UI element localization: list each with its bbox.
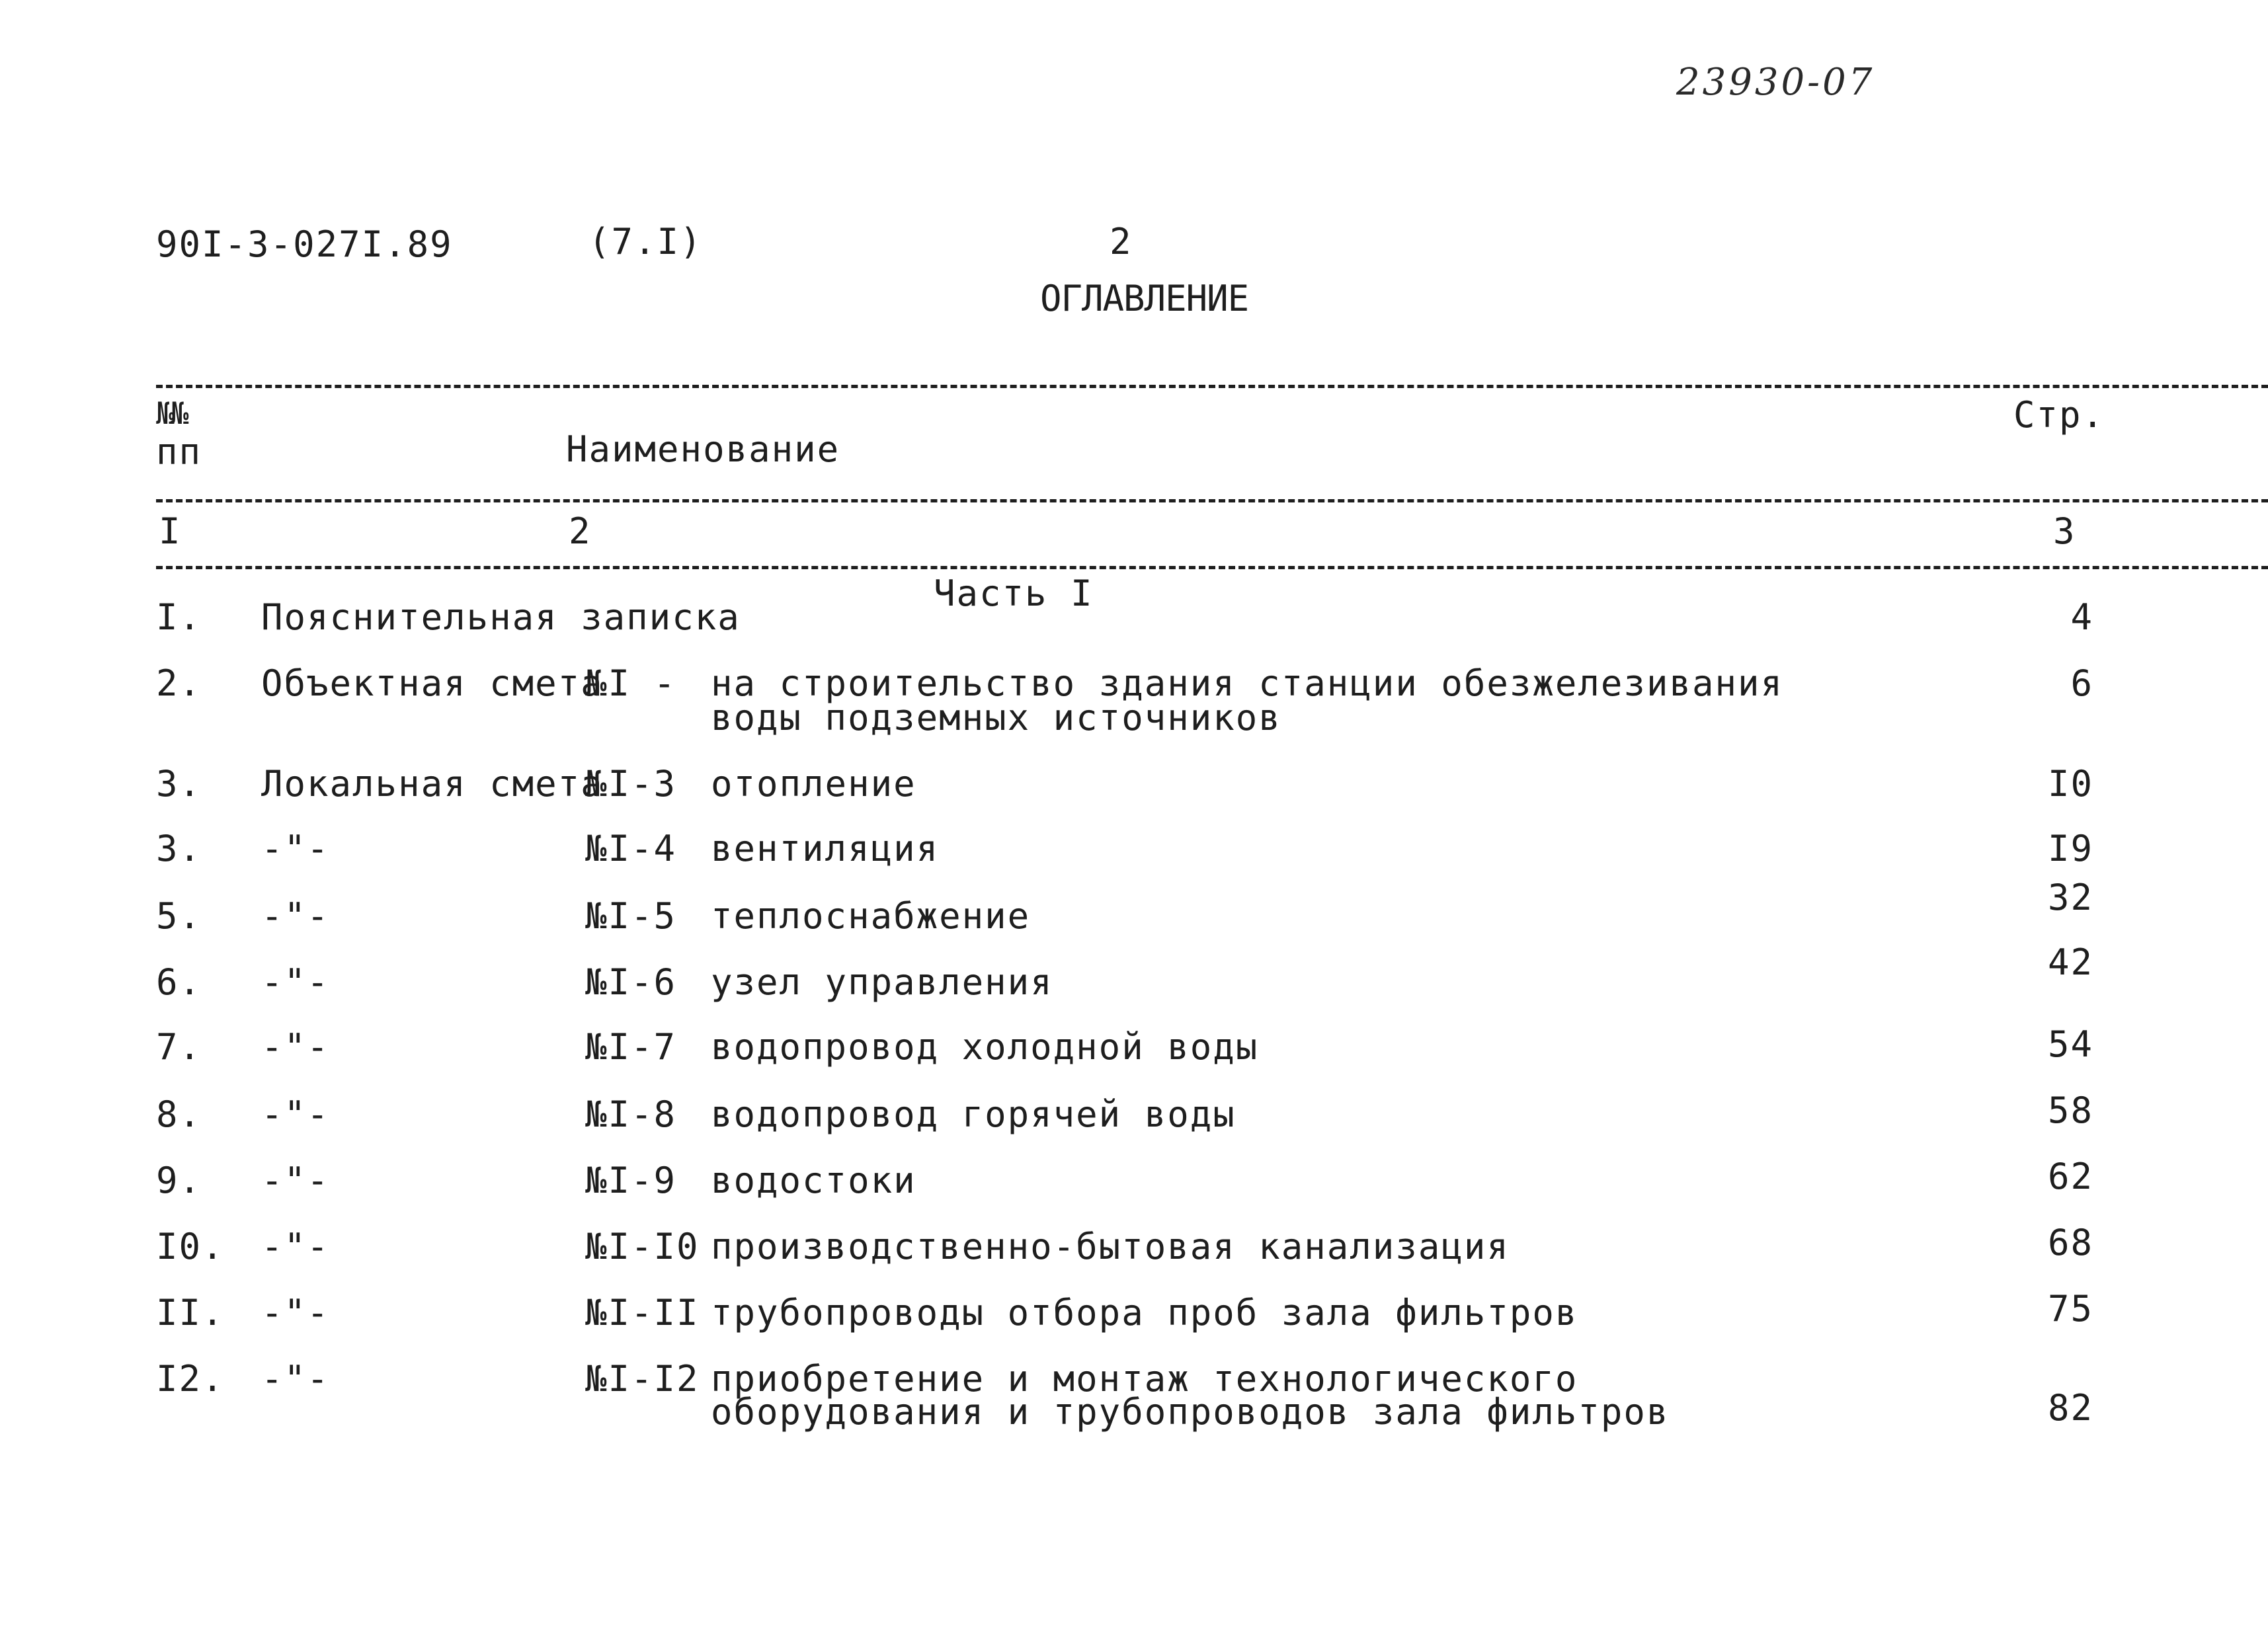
row-number: I0.	[156, 1226, 225, 1267]
row-description: вентиляция	[711, 828, 940, 869]
row-estimate-code: №I-8	[585, 1094, 677, 1135]
row-number: 8.	[156, 1094, 202, 1135]
row-description: теплоснабжение	[711, 895, 1031, 937]
row-number: I2.	[156, 1358, 225, 1400]
row-number: I.	[156, 596, 202, 638]
row-part: Пояснительная записка	[261, 596, 741, 638]
document-code: 90I-3-027I.89	[156, 223, 453, 265]
column-number-index: I	[159, 510, 182, 552]
table-top-rule	[156, 385, 2268, 388]
row-part: -"-	[261, 1094, 330, 1135]
row-part: -"-	[261, 828, 330, 869]
row-page: I0	[2047, 763, 2093, 805]
volume-number: (7.I)	[588, 221, 703, 262]
row-page: 32	[2047, 877, 2093, 918]
row-page: I9	[2047, 828, 2093, 869]
row-page: 62	[2047, 1156, 2093, 1197]
table-header-rule	[156, 499, 2268, 502]
row-part: -"-	[261, 1358, 330, 1400]
row-part: -"-	[261, 1226, 330, 1267]
column-name-header: Наименование	[566, 428, 840, 470]
row-description: отопление	[711, 763, 916, 805]
page-title: ОГЛАВЛЕНИЕ	[1040, 278, 1249, 319]
row-number: 6.	[156, 961, 202, 1003]
row-description: водопровод горячей воды	[711, 1094, 1236, 1135]
row-estimate-code: №I-II	[585, 1292, 700, 1333]
row-page: 75	[2047, 1288, 2093, 1330]
column-name-index: 2	[569, 510, 592, 552]
row-number: II.	[156, 1292, 225, 1333]
column-number-header-line2: пп	[156, 431, 202, 473]
row-description: водостоки	[711, 1160, 916, 1201]
row-page: 42	[2047, 941, 2093, 983]
row-part: -"-	[261, 895, 330, 937]
row-page: 68	[2047, 1222, 2093, 1263]
row-description: приобретение и монтаж технологического	[711, 1358, 1578, 1400]
row-estimate-code: №I-5	[585, 895, 677, 937]
row-estimate-code: №I -	[585, 662, 677, 704]
row-description: водопровод холодной воды	[711, 1026, 1259, 1068]
section-title: Часть I	[934, 573, 1094, 614]
row-part: Локальная смета	[261, 763, 604, 805]
row-description: трубопроводы отбора проб зала фильтров	[711, 1292, 1578, 1333]
row-description: на строительство здания станции обезжелезивания	[711, 662, 1784, 704]
row-description-line2: воды подземных источников	[711, 697, 1281, 738]
row-number: 7.	[156, 1026, 202, 1068]
column-number-header-line1: №№	[156, 395, 185, 431]
row-estimate-code: №I-6	[585, 961, 677, 1003]
row-number: 3.	[156, 828, 202, 869]
row-number: 5.	[156, 895, 202, 937]
column-page-header: Стр.	[2013, 394, 2105, 436]
row-estimate-code: №I-3	[585, 763, 677, 805]
handwritten-archive-number: 23930-07	[1676, 61, 1875, 104]
row-description: узел управления	[711, 961, 1053, 1003]
row-part: -"-	[261, 961, 330, 1003]
row-estimate-code: №I-9	[585, 1160, 677, 1201]
row-description-line2: оборудования и трубопроводов зала фильтров	[711, 1391, 1670, 1433]
row-part: -"-	[261, 1026, 330, 1068]
row-estimate-code: №I-4	[585, 828, 677, 869]
row-part: -"-	[261, 1160, 330, 1201]
row-page: 82	[2047, 1387, 2093, 1429]
row-estimate-code: №I-7	[585, 1026, 677, 1068]
row-page: 54	[2047, 1023, 2093, 1065]
row-estimate-code: №I-I0	[585, 1226, 700, 1267]
row-page: 4	[2070, 596, 2093, 638]
row-description: производственно-бытовая канализация	[711, 1226, 1510, 1267]
row-number: 9.	[156, 1160, 202, 1201]
row-estimate-code: №I-I2	[585, 1358, 700, 1400]
row-part: Объектная смета	[261, 662, 604, 704]
page-number: 2	[1110, 221, 1133, 262]
row-number: 2.	[156, 662, 202, 704]
row-page: 58	[2047, 1090, 2093, 1131]
column-page-index: 3	[2053, 510, 2076, 552]
row-number: 3.	[156, 763, 202, 805]
table-body-rule	[156, 566, 2268, 569]
row-page: 6	[2070, 662, 2093, 704]
row-part: -"-	[261, 1292, 330, 1333]
